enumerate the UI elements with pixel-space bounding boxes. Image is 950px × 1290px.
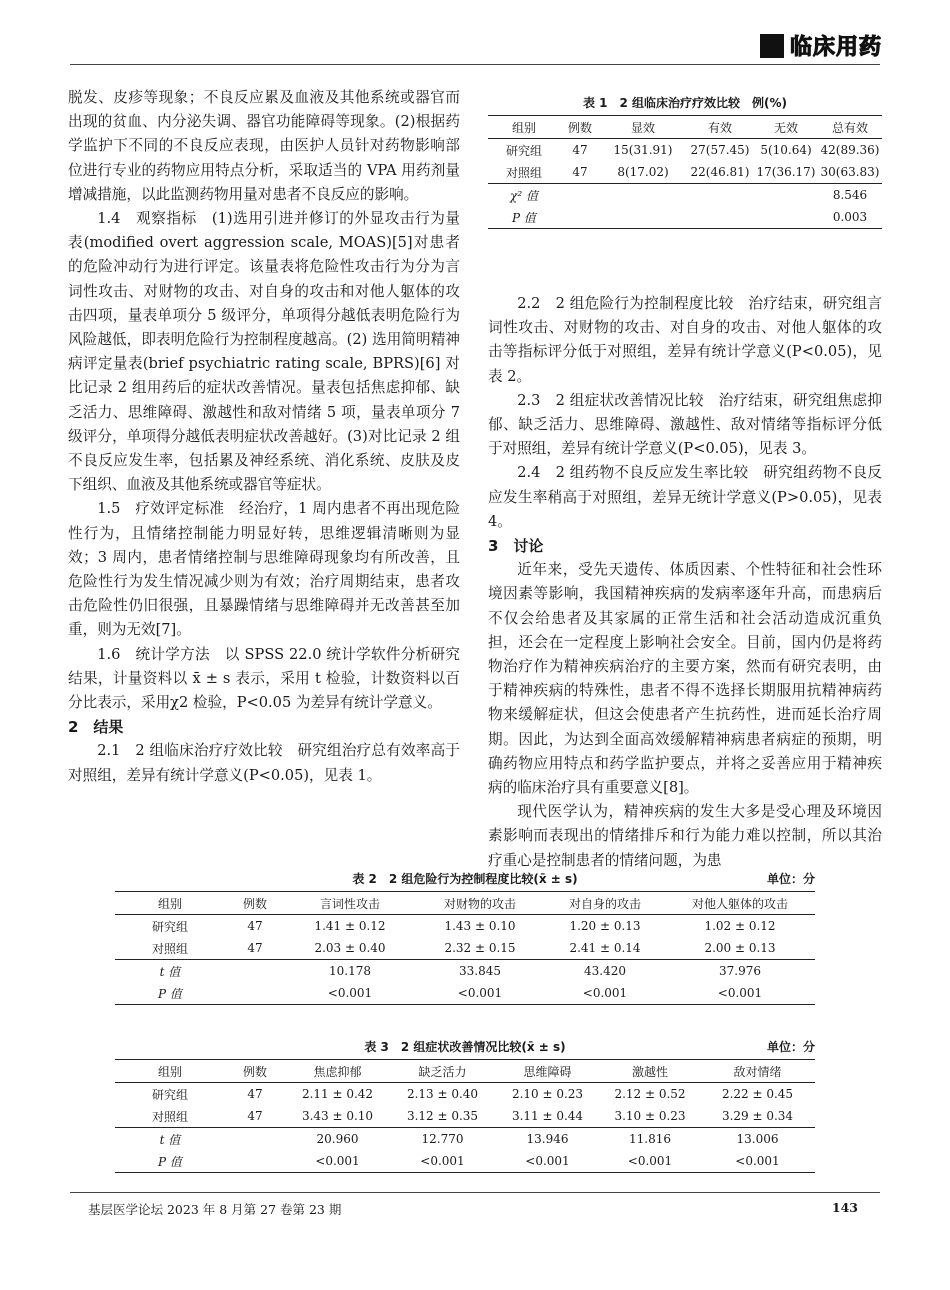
left-paragraph: 脱发、皮疹等现象；不良反应累及血液及其他系统或器官而出现的贫血、内分泌失调、器官功能障碍等现象。(2)根据药学监护下不同的不良反应表现，由医护人员针对药物影响部位进行专业的药物应用特点分析，采取适当的 VPA 用药剂量增减措施，以此监测药物用量对患者不良反应的影响。: [68, 89, 460, 203]
table2-block: [115, 870, 815, 1005]
table-cell: 42(89.36): [820, 143, 880, 157]
table-header-row: [115, 1060, 815, 1083]
table3-block: [115, 1038, 815, 1173]
table-header-cell: 有效: [686, 116, 754, 139]
table-cell: 43.420: [545, 960, 665, 983]
table-header-cell: 组别: [115, 892, 225, 915]
table2: [115, 891, 815, 1005]
table-stat-row: [488, 184, 882, 207]
right-column: [488, 292, 882, 873]
header-rule: [70, 64, 880, 65]
table-cell: 研究组: [151, 1087, 188, 1102]
left-paragraph: 1.5 疗效评定标准 经治疗，1 周内患者不再出现危险性行为，且情绪控制能力明显好转，思维逻辑清晰则为显效；3 周内，患者情绪控制与思维障碍现象均有所改善，且危险性行为发生情况减少则为有效；治疗周期结束，患者攻击危险性仍旧很强，且暴躁情绪与思维障碍并无改善甚至加重，则为无效[7]。: [68, 500, 460, 639]
table-cell: 2.32 ± 0.15: [444, 941, 516, 955]
table-cell: <0.001: [390, 1150, 495, 1173]
table-cell: 15(31.91): [613, 143, 673, 157]
table-header-cell: 激越性: [600, 1060, 700, 1083]
left-paragraphs: [68, 86, 460, 715]
table-stat-row: [488, 206, 882, 229]
table-row: [488, 161, 882, 184]
right-paragraph: 2.2 2 组危险行为控制程度比较 治疗结束，研究组言词性攻击、对财物的攻击、对自身的攻击、对他人躯体的攻击等指标评分低于对照组，差异有统计学意义(P<0.05)，见表 2。: [488, 295, 882, 385]
table-header-cell: 例数: [225, 1060, 285, 1083]
right-paragraphs: [488, 292, 882, 534]
table1-caption: 表 1 2 组临床治疗疗效比较 例(%): [582, 96, 788, 110]
table-header-cell: 组别: [115, 1060, 225, 1083]
table-header-row: [115, 892, 815, 915]
table-cell: 10.178: [285, 960, 415, 983]
table-cell: 17(36.17): [756, 165, 816, 179]
table-cell: <0.001: [415, 982, 545, 1005]
left-paragraph: 1.4 观察指标 (1)选用引进并修订的外显攻击行为量表(modified overt aggression scale, MOAS)[5]对患者的危险冲动行为进行评定。该量表将危险性攻击行为分为言词性攻击、对财物的攻击、对自身的攻击和对他人躯体的攻击四项，量表单项分 5 级评分，单项得分越低表明危险行为风险越低，即表明危险行为控制程度越高。(2) 选用简明精神病评定量表(brief psychiatric rating scale, BPRS)[6] 对比记录 2 组用药后的症状改善情况。量表包括焦虑抑郁、缺乏活力、思维障碍、激越性和敌对情绪 5 项，量表单项分 7 级评分，单项得分越低表明症状改善越好。(3)对比记录 2 组不良反应发生率，包括累及神经系统、消化系统、皮肤及皮下组织、血液及其他系统或器官等症状。: [68, 210, 460, 494]
table-cell: 33.845: [415, 960, 545, 983]
table-cell: 37.976: [665, 960, 815, 983]
table-row: [115, 915, 815, 938]
table-header-cell: 例数: [225, 892, 285, 915]
results-heading: 2 结果: [68, 718, 124, 737]
table-cell: 3.43 ± 0.10: [301, 1109, 374, 1123]
table-row: [115, 1083, 815, 1106]
table3: [115, 1059, 815, 1173]
discussion-paragraphs: [488, 558, 882, 873]
table-cell: [225, 960, 285, 983]
table-cell: 2.00 ± 0.13: [704, 941, 776, 955]
header-square-icon: [760, 34, 784, 58]
table-header-cell: 总有效: [818, 116, 882, 139]
table-cell: 研究组: [505, 143, 542, 158]
table-cell: <0.001: [665, 982, 815, 1005]
table3-title: 表 3 2 组症状改善情况比较(x̄ ± s): [364, 1040, 566, 1054]
table-cell: 2.11 ± 0.42: [301, 1087, 374, 1101]
table-cell: 47: [247, 919, 263, 933]
footer-rule: [70, 1192, 880, 1193]
table-cell: 2.12 ± 0.52: [614, 1087, 686, 1101]
table-cell: <0.001: [285, 982, 415, 1005]
table-cell: 47: [247, 1109, 263, 1123]
table-stat-row: [115, 1128, 815, 1151]
table-row: [115, 1105, 815, 1128]
table-cell: 1.02 ± 0.12: [704, 919, 776, 933]
table-header-cell: 组别: [488, 116, 560, 139]
table-header-cell: 缺乏活力: [390, 1060, 495, 1083]
table-cell: 3.11 ± 0.44: [511, 1109, 584, 1123]
table-header-cell: 思维障碍: [495, 1060, 600, 1083]
table-cell: 47: [572, 143, 588, 157]
table-cell: 5(10.64): [760, 143, 812, 157]
para-2-1: 2.1 2 组临床治疗疗效比较 研究组治疗总有效率高于对照组，差异有统计学意义(P<0.05)，见表 1。: [68, 742, 460, 784]
table1-block: [488, 94, 882, 229]
table-cell: 3.12 ± 0.35: [406, 1109, 479, 1123]
table-cell: [225, 1128, 285, 1151]
table-cell: χ² 值: [488, 184, 560, 207]
page-number: 143: [831, 1200, 858, 1215]
table-header-cell: 敌对情绪: [700, 1060, 815, 1083]
discussion-paragraph: 近年来，受先天遗传、体质因素、个性特征和社会性环境因素等影响，我国精神疾病的发病率逐年升高，而患病后不仅会给患者及其家属的正常生活和社会活动造成沉重负担，还会在一定程度上影响社会安全。目前，国内仍是将药物治疗作为精神疾病治疗的主要方案，然而有研究表明，由于精神疾病的特殊性，患者不得不选择长期服用抗精神病药物来缓解症状，但这会使患者产生抗药性，进而延长治疗周期。因此，为达到全面高效缓解精神病患者病症的预期，明确药物应用特点和药学监护要点，并将之妥善应用于精神疾病的临床治疗具有重要意义[8]。: [488, 561, 882, 797]
table-cell: 30(63.83): [820, 165, 880, 179]
table-cell: 0.003: [818, 206, 882, 229]
left-column: [68, 86, 460, 788]
table-header-cell: 对他人躯体的攻击: [665, 892, 815, 915]
table-cell: [225, 1150, 285, 1173]
table-row: [488, 139, 882, 162]
running-header: [760, 30, 882, 61]
table2-caption: [115, 870, 815, 887]
table-cell: 2.03 ± 0.40: [314, 941, 386, 955]
right-paragraph: 2.3 2 组症状改善情况比较 治疗结束，研究组焦虑抑郁、缺乏活力、思维障碍、激越性、敌对情绪等指标评分低于对照组，差异有统计学意义(P<0.05)，见表 3。: [488, 391, 882, 458]
table-cell: 2.41 ± 0.14: [569, 941, 641, 955]
table-empty-cell: [560, 206, 818, 229]
table-cell: 22(46.81): [690, 165, 750, 179]
table-stat-row: [115, 1150, 815, 1173]
table-cell: 研究组: [151, 919, 188, 934]
table-cell: 12.770: [390, 1128, 495, 1151]
table-cell: 2.13 ± 0.40: [406, 1087, 479, 1101]
table-cell: 1.43 ± 0.10: [444, 919, 516, 933]
table3-unit: 单位：分: [766, 1040, 815, 1054]
table1: [488, 115, 882, 229]
table-cell: <0.001: [495, 1150, 600, 1173]
table-header-row: [488, 116, 882, 139]
table-cell: 对照组: [505, 165, 542, 180]
table-header-cell: 言词性攻击: [285, 892, 415, 915]
discussion-paragraph: 现代医学认为，精神疾病的发生大多是受心理及环境因素影响而表现出的情绪排斥和行为能力难以控制，所以其治疗重心是控制患者的情绪问题，为患: [488, 803, 882, 869]
table-cell: <0.001: [545, 982, 665, 1005]
table-cell: 对照组: [151, 1109, 188, 1124]
table-cell: <0.001: [285, 1150, 390, 1173]
table-cell: 47: [572, 165, 588, 179]
table-cell: 2.10 ± 0.23: [511, 1087, 584, 1101]
table-header-cell: 例数: [560, 116, 600, 139]
table-cell: 13.006: [700, 1128, 815, 1151]
table-cell: 2.22 ± 0.45: [721, 1087, 794, 1101]
table-cell: <0.001: [600, 1150, 700, 1173]
table-row: [115, 937, 815, 960]
table-cell: 13.946: [495, 1128, 600, 1151]
table-cell: 8.546: [818, 184, 882, 207]
table-cell: P 值: [115, 982, 225, 1005]
table2-title: 表 2 2 组危险行为控制程度比较(x̄ ± s): [352, 872, 578, 886]
table-cell: 47: [247, 941, 263, 955]
table-cell: 1.41 ± 0.12: [314, 919, 386, 933]
table-header-cell: 焦虑抑郁: [285, 1060, 390, 1083]
table2-unit: 单位：分: [766, 872, 815, 886]
table-cell: P 值: [488, 206, 560, 229]
table-cell: 对照组: [151, 941, 188, 956]
right-paragraph: 2.4 2 组药物不良反应发生率比较 研究组药物不良反应发生率稍高于对照组，差异无统计学意义(P>0.05)，见表 4。: [488, 464, 882, 530]
table-cell: t 值: [115, 960, 225, 983]
table-empty-cell: [560, 184, 818, 207]
table-cell: P 值: [115, 1150, 225, 1173]
table-header-cell: 对自身的攻击: [545, 892, 665, 915]
header-title: 临床用药: [789, 35, 882, 60]
table-cell: t 值: [115, 1128, 225, 1151]
table-cell: 27(57.45): [690, 143, 750, 157]
table-header-cell: 无效: [754, 116, 818, 139]
footer-journal: 基层医学论坛 2023 年 8 月第 27 卷第 23 期: [88, 1202, 342, 1217]
discussion-heading: 3 讨论: [488, 537, 544, 556]
table-cell: 3.10 ± 0.23: [614, 1109, 686, 1123]
table-cell: [225, 982, 285, 1005]
table-cell: <0.001: [700, 1150, 815, 1173]
table-cell: 1.20 ± 0.13: [569, 919, 641, 933]
table-stat-row: [115, 982, 815, 1005]
table-stat-row: [115, 960, 815, 983]
table-header-cell: 对财物的攻击: [415, 892, 545, 915]
table-cell: 8(17.02): [617, 165, 669, 179]
table-cell: 47: [247, 1087, 263, 1101]
table-header-cell: 显效: [600, 116, 686, 139]
table3-caption: [115, 1038, 815, 1055]
table-cell: 11.816: [600, 1128, 700, 1151]
table-cell: 3.29 ± 0.34: [721, 1109, 794, 1123]
left-paragraph: 1.6 统计学方法 以 SPSS 22.0 统计学软件分析研究结果，计量资料以 x̄ ± s 表示，采用 t 检验，计数资料以百分比表示，采用χ2 检验，P<0.05 为差异有统计学意义。: [68, 645, 460, 712]
table-cell: 20.960: [285, 1128, 390, 1151]
